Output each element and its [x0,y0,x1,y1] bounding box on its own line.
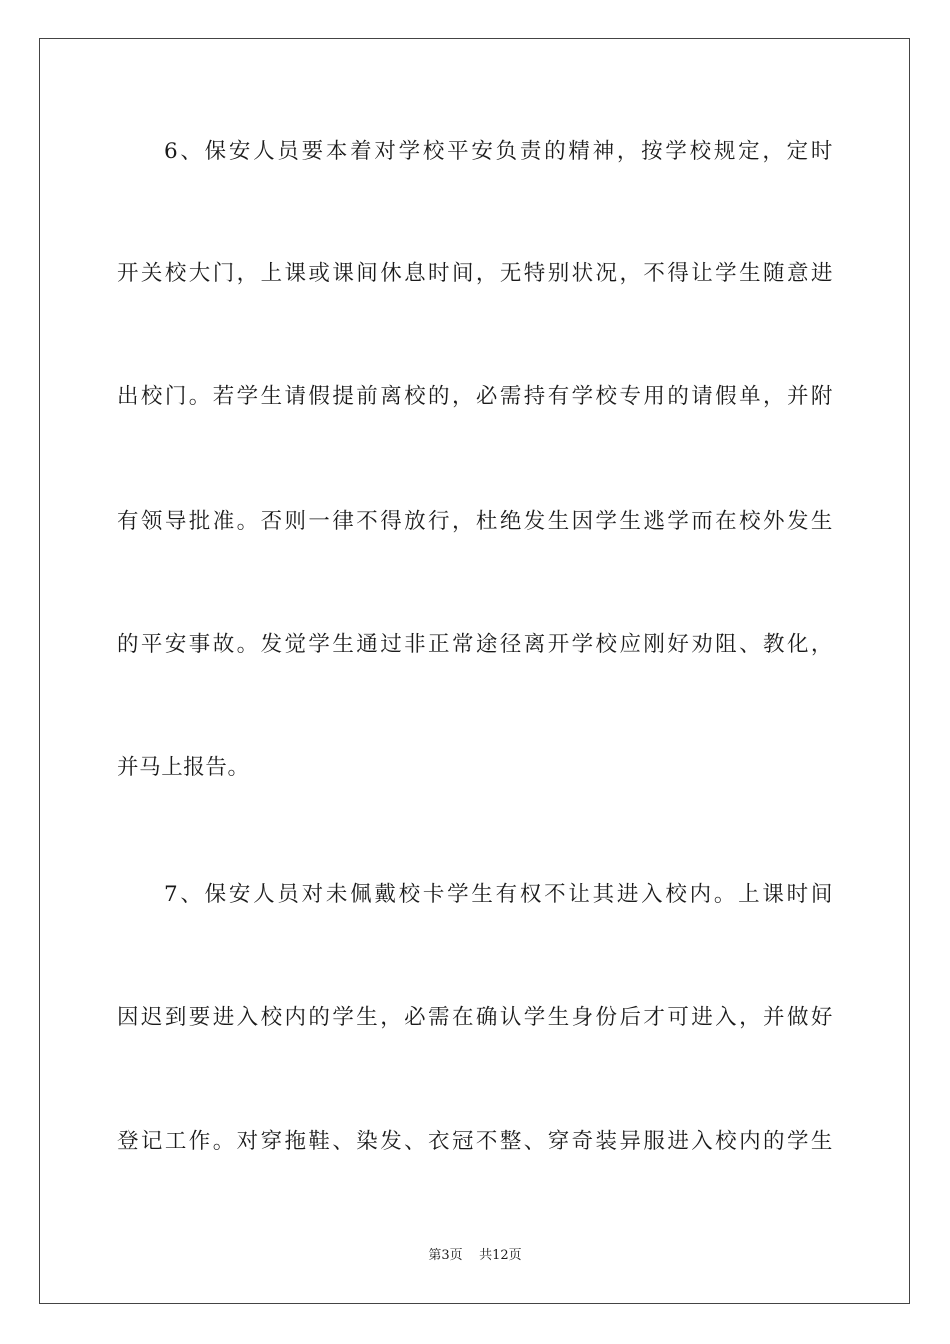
paragraph-6-line-2: 开关校大门，上课或课间休息时间，无特别状况，不得让学生随意进 [117,261,833,286]
paragraph-6-line-6: 并马上报告。 [117,755,250,780]
paragraph-6-line-3: 出校门。若学生请假提前离校的，必需持有学校专用的请假单，并附 [117,384,833,409]
paragraph-6-line-4: 有领导批准。否则一律不得放行，杜绝发生因学生逃学而在校外发生 [117,509,833,534]
paragraph-6-line-5: 的平安事故。发觉学生通过非正常途径离开学校应刚好劝阻、教化， [117,632,833,657]
page-number: 第3页 [428,1248,463,1263]
paragraph-7-line-3: 登记工作。对穿拖鞋、染发、衣冠不整、穿奇装异服进入校内的学生 [117,1129,833,1154]
paragraph-7-line-1: 7、保安人员对未佩戴校卡学生有权不让其进入校内。上课时间 [164,882,833,907]
paragraph-7-line-2: 因迟到要进入校内的学生，必需在确认学生身份后才可进入，并做好 [117,1005,833,1030]
page-total: 共12页 [479,1248,522,1263]
page-footer [0,1247,950,1265]
paragraph-6-line-1: 6、保安人员要本着对学校平安负责的精神，按学校规定，定时 [164,139,833,164]
page-border [39,38,910,1304]
